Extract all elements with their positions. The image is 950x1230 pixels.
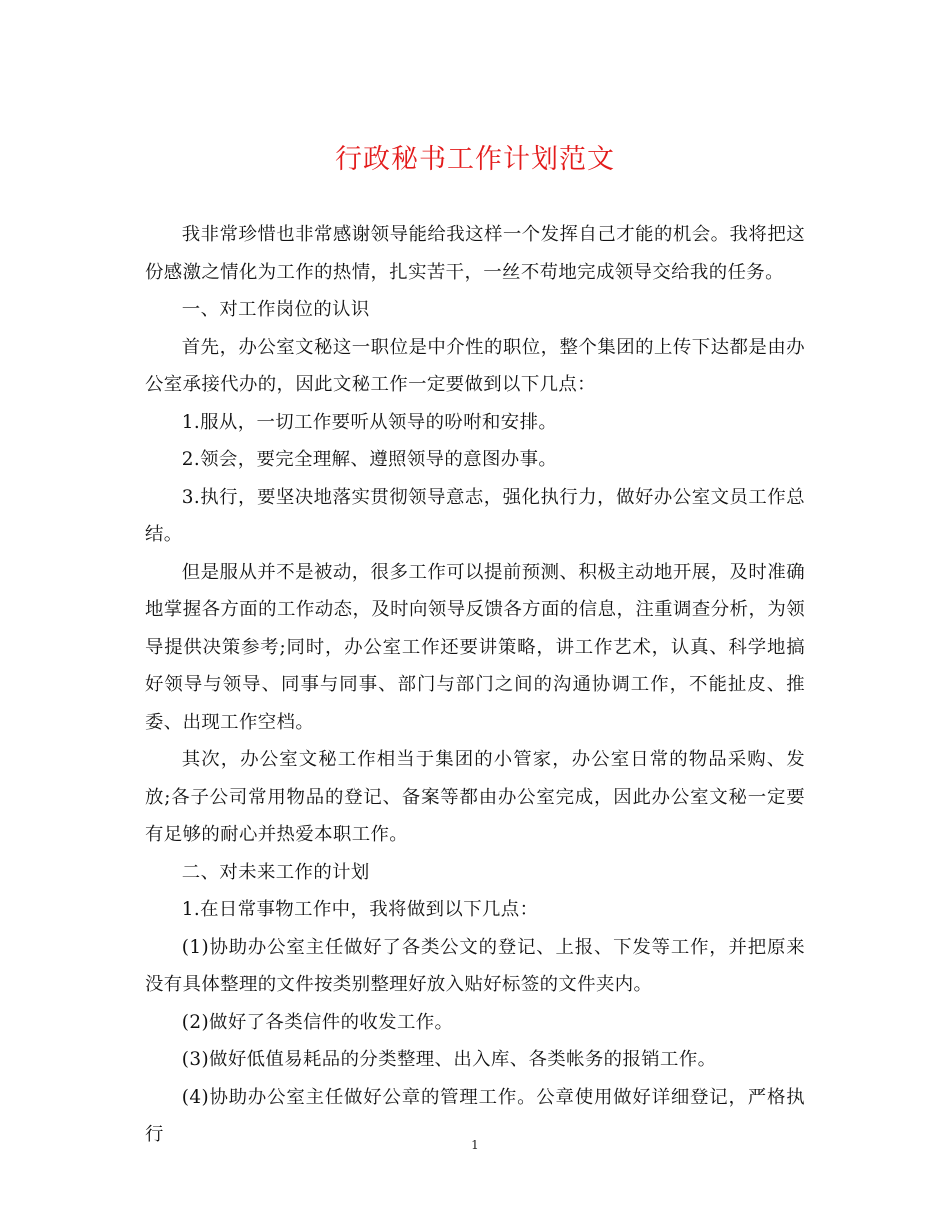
document-title: 行政秘书工作计划范文	[335, 144, 615, 175]
paragraph: 我非常珍惜也非常感谢领导能给我这样一个发挥自己才能的机会。我将把这份感激之情化为工作的热情，扎实苦干，一丝不苟地完成领导交给我的任务。	[145, 224, 805, 283]
section-heading: 一、对工作岗位的认识	[181, 299, 370, 320]
page-number: 1	[471, 1138, 479, 1152]
list-item: 1.在日常事物工作中，我将做到以下几点：	[181, 899, 539, 920]
list-item: 1.服从，一切工作要听从领导的吩咐和安排。	[181, 411, 558, 433]
list-item: 3.执行，要坚决地落实贯彻领导意志，强化执行力，做好办公室文员工作总结。	[145, 486, 805, 545]
list-item: (2)做好了各类信件的收发工作。	[181, 1011, 454, 1033]
paragraph: 其次，办公室文秘工作相当于集团的小管家，办公室日常的物品采购、发放;各子公司常用物品的登记、备案等都由办公室完成，因此办公室文秘一定要有足够的耐心并热爱本职工作。	[145, 749, 805, 845]
paragraph: 首先，办公室文秘这一职位是中介性的职位，整个集团的上传下达都是由办公室承接代办的，因此文秘工作一定要做到以下几点：	[145, 336, 805, 395]
list-item: (4)协助办公室主任做好公章的管理工作。公章使用做好详细登记，严格执行	[145, 1086, 805, 1145]
list-item: (3)做好低值易耗品的分类整理、出入库、各类帐务的报销工作。	[181, 1049, 717, 1070]
section-heading: 二、对未来工作的计划	[181, 861, 370, 883]
document-body	[145, 216, 805, 1154]
paragraph: 但是服从并不是被动，很多工作可以提前预测、积极主动地开展，及时准确地掌握各方面的工作动态，及时向领导反馈各方面的信息，注重调查分析，为领导提供决策参考;同时，办公室工作还要讲策略，讲工作艺术，认真、科学地搞好领导与领导、同事与同事、部门与部门之间的沟通协调工作，不能扯皮、推委、出现工作空档。	[145, 561, 805, 733]
list-item: (1)协助办公室主任做好了各类公文的登记、上报、下发等工作，并把原来没有具体整理的文件按类别整理好放入贴好标签的文件夹内。	[145, 936, 805, 995]
list-item: 2.领会，要完全理解、遵照领导的意图办事。	[181, 449, 558, 470]
